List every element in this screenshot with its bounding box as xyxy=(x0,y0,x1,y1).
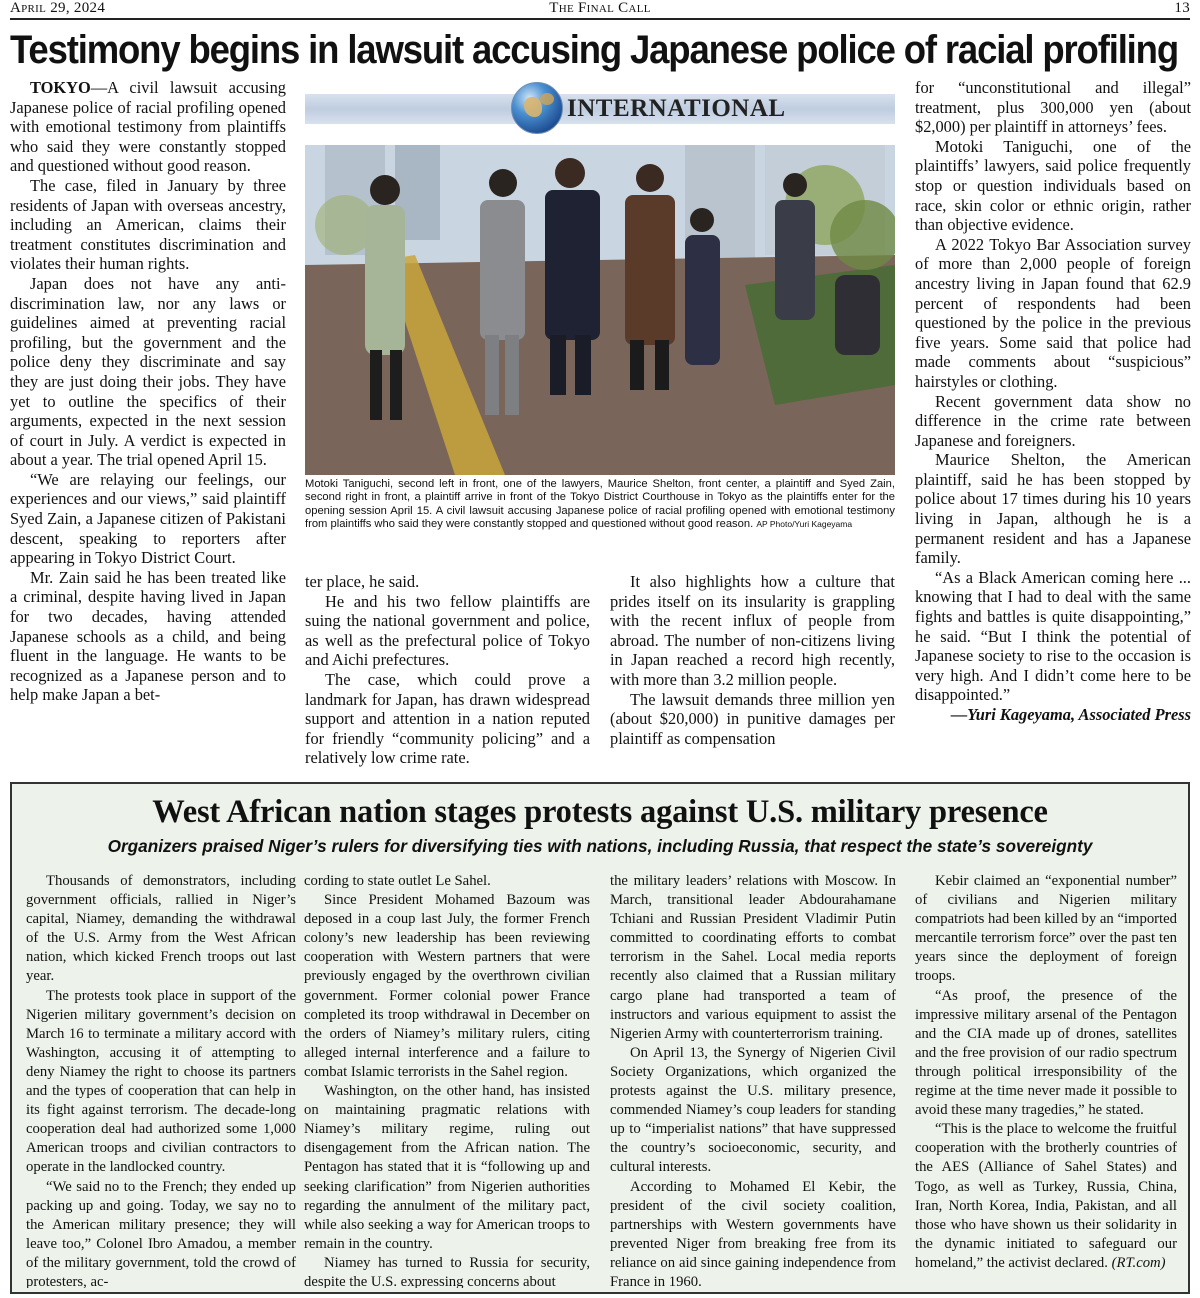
story1-headline: Testimony begins in lawsuit accusing Japanese police of racial profiling xyxy=(10,27,1178,72)
photo-credit: AP Photo/Yuri Kageyama xyxy=(756,519,853,530)
story2-paragraph: Since President Mohamed Bazoum was deposed in a coup last July, the former French colony’s new leadership has been reviewing cooperation with Western partners that were previously engaged by the overthrown civilian government. Former colonial power France completed its troop withdrawal in December on the orders of Niamey’s military rulers, citing alleged internal interference and a failure to combat Islamic terrorists in the Sahel region. xyxy=(304,892,590,1080)
story2-column-2 xyxy=(304,872,590,1288)
story1-column-2 xyxy=(305,572,590,768)
story1-paragraph: “We are relaying our feelings, our experiences and our views,” said plaintiff Syed Zain, a Japanese citizen of Pakistani descent, speaking to reporters after appearing in Tokyo District Court. xyxy=(10,469,286,568)
story1-column-4 xyxy=(915,78,1191,770)
page-number: 13 xyxy=(1174,0,1190,16)
byline: —Yuri Kageyama, Associated Press xyxy=(950,705,1191,724)
courthouse-walk-illustration xyxy=(305,145,895,475)
story1-paragraph: TOKYO—A civil lawsuit accusing Japanese police of racial profiling opened with emotional testimony from plaintiffs who said they were constantly stopped and questioned without good reason. xyxy=(10,78,286,176)
story2-column-4 xyxy=(915,872,1177,1288)
story2-paragraph: “As proof, the presence of the impressive military arsenal of the Pentagon and the CIA made up of drones, satellites and the free provision of our radio spectrum through political irresponsibility of the regime at the time never made it possible to avoid these many tragedies,” he stated. xyxy=(915,987,1177,1119)
story1-column-3 xyxy=(610,572,895,768)
source-credit: (RT.com) xyxy=(1111,1254,1166,1271)
story2-deck: Organizers praised Niger’s rulers for diversifying ties with nations, including Russia, that respect the state’s sovereignty xyxy=(107,836,1093,856)
story1-paragraph: The case, which could prove a landmark for Japan, has drawn widespread support and attention in a nation reputed for friendly “community policing” and a relatively low crime rate. xyxy=(305,669,590,768)
story1-paragraph: The case, filed in January by three residents of Japan with overseas ancestry, including an American, claims their treatment constitutes discrimination and violates their human rights. xyxy=(10,175,286,274)
story2-paragraph: Kebir claimed an “exponential number” of civilians and Nigerien military compatriots had been killed by an “imported mercantile terrorism force” over the past ten years since the deployment of foreign troops. xyxy=(915,873,1177,985)
story1-paragraph: Motoki Taniguchi, one of the plaintiffs’ lawyers, said police frequently stop or question individuals based on race, skin color or ethnic origin, rather than objective evidence. xyxy=(915,136,1191,235)
dateline: TOKYO xyxy=(30,78,91,97)
globe-icon xyxy=(511,82,563,134)
story2-paragraph: “This is the place to welcome the fruitful cooperation with the brotherly countries of the AES (Alliance of Sahel States) and Togo, as well as Turkey, Russia, China, Iran, North Korea, India, Pakistan, and all those who have shown us their solidarity in the dynamic initiated to safeguard our homeland,” the activist declared. (RT.com) xyxy=(915,1121,1177,1271)
story2-paragraph: the military leaders’ relations with Moscow. In March, transitional leader Abdourahamane Tchiani and Russian President Vladimir Putin committed to coordinating efforts to combat terrorism in the Sahel. Local media reports recently also claimed that a Russian military cargo plane had transported a team of instructors and various equipment to assist the Nigerien Army with counterterrorism training. xyxy=(610,873,896,1042)
story1-paragraph: Japan does not have any anti-discrimination law, nor any laws or guidelines aimed at preventing racial profiling, but the government and the police deny they discriminate and say they are just doing their jobs. They have yet to outline the specifics of their arguments, expected in the next session of court in July. A verdict is expected in about a year. The trial opened April 15. xyxy=(10,273,286,470)
story1-paragraph: Mr. Zain said he has been treated like a criminal, despite having lived in Japan for two decades, having attended Japanese schools as a child, and being fluent in the language. He wants to be recognized as a Japanese person and to help make Japan a bet- xyxy=(10,567,286,705)
story2-paragraph: Washington, on the other hand, has insisted on maintaining pragmatic relations with Niamey’s military regime, ruling out disengagement from the African nation. The Pentagon has stated that it is “following up and seeking clarification” from Nigerien authorities regarding the annulment of the military pact, while also seeking a way for American troops to remain in the country. xyxy=(304,1083,590,1252)
publication-name: The Final Call xyxy=(549,0,651,16)
story1-column-1 xyxy=(10,78,286,768)
story2-box xyxy=(10,782,1190,1294)
story1-paragraph: “As a Black American coming here ... knowing that I had to deal with the same fights and battles is quite disappointing,” he said. “But I think the potential of Japanese society to rise to the occasion is very high. And I didn’t come here to be disappointed.” xyxy=(915,567,1191,705)
story2-headline: West African nation stages protests against U.S. military presence xyxy=(152,794,1048,830)
masthead xyxy=(10,0,1190,20)
story2-paragraph: On April 13, the Synergy of Nigerien Civil Society Organizations, which organized the protests against the U.S. military presence, commended Niamey’s coup leaders for standing up to “imperialist nations” that have suppressed the country’s socioeconomic, security, and cultural interests. xyxy=(610,1044,896,1176)
story1-paragraph: ter place, he said. xyxy=(305,572,420,591)
story1-paragraph: for “unconstitutional and illegal” treatment, plus 300,000 yen (about $2,000) per plaintiff in attorneys’ fees. xyxy=(915,78,1191,137)
story2-paragraph: Niamey has turned to Russia for security, despite the U.S. expressing concerns about xyxy=(304,1254,590,1288)
story2-paragraph: According to Mohamed El Kebir, the president of the civil society coalition, partnerships with Western governments have prevented Niger from breaking free from its reliance on aid since gaining independence from France in 1960. xyxy=(610,1178,896,1288)
section-label: INTERNATIONAL xyxy=(567,95,786,122)
story2-column-3 xyxy=(610,872,896,1288)
issue-date: April 29, 2024 xyxy=(10,0,106,16)
story2-paragraph: Thousands of demonstrators, including government officials, rallied in Niger’s capital, Niamey, demanding the withdrawal of the U.S. Army from the West African nation, which kicked French troops out last year. xyxy=(26,873,296,985)
news-photo xyxy=(305,145,895,475)
section-banner xyxy=(305,80,895,138)
story1-paragraph: It also highlights how a culture that prides itself on its insularity is grappling with the recent influx of people from abroad. The number of non-citizens living in Japan reached a record high recently, with more than 3.2 million people. xyxy=(610,572,895,689)
story2-paragraph: cording to state outlet Le Sahel. xyxy=(304,873,491,889)
story2-column-1 xyxy=(26,872,296,1288)
story1-paragraph: Maurice Shelton, the American plaintiff, said he has been stopped by police about 17 times during his 10 years living in Japan, although he is a permanent resident and has a Japanese family. xyxy=(915,450,1191,568)
story1-paragraph: The lawsuit demands three million yen (about $20,000) in punitive damages per plaintiff as compensation xyxy=(610,689,895,748)
story1-paragraph: A 2022 Tokyo Bar Association survey of more than 2,000 people of foreign ancestry living in Japan found that 62.9 percent of respondents had been questioned by the police in the previous five years. Some said that police had made comments about “suspicious” hairstyles or clothing. xyxy=(915,234,1191,391)
story2-paragraph: “We said no to the French; they ended up packing up and going. Today, we say no to the American military presence; they will leave too,” Colonel Ibro Amadou, a member of the military government, told the crowd of protesters, ac- xyxy=(26,1178,296,1288)
caption-text: Motoki Taniguchi, second left in front, one of the lawyers, Maurice Shelton, front center, a plaintiff and Syed Zain, second right in front, a plaintiff arrive in front of the Tokyo District Courthouse in Tokyo as the plaintiffs enter for the opening session April 15. A civil lawsuit accusing Japanese police of racial profiling opened with emotional testimony from plaintiffs who said they were constantly stopped and questioned without good reason. xyxy=(305,478,895,531)
story2-paragraph: The protests took place in support of the Nigerien military government’s decision on March 16 to terminate a military accord with Washington, accusing it of attempting to deny Niamey the right to choose its partners and the types of cooperation that can help in its fight against terrorism. The decade-long cooperation deal had authorized some 1,000 American troops and civilian contractors to operate in the landlocked country. xyxy=(26,987,296,1176)
story1-paragraph: Recent government data show no difference in the crime rate between Japanese and foreigners. xyxy=(915,391,1191,450)
story1-paragraph: He and his two fellow plaintiffs are suing the national government and police, as well as the prefectural police of Tokyo and Aichi prefectures. xyxy=(305,591,590,670)
photo-caption xyxy=(305,478,895,558)
